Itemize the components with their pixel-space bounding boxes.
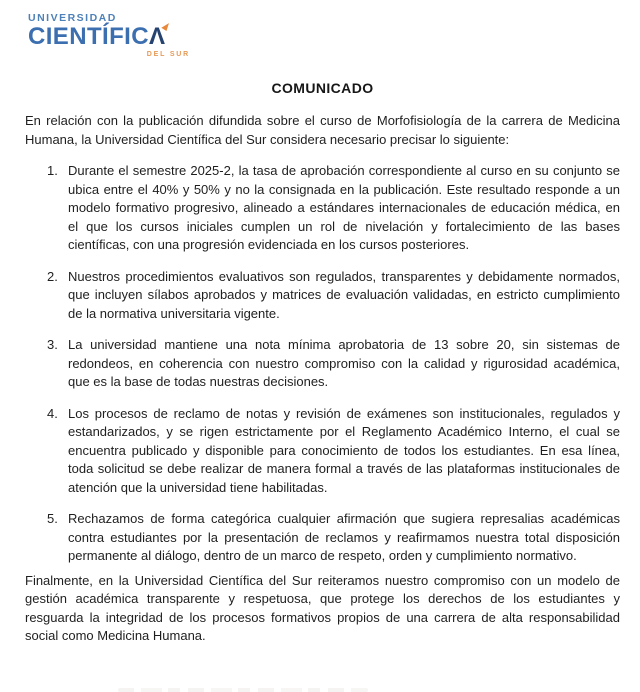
logo-cientifica-main: CIENTÍFIC [28,23,149,50]
cutoff-text-remnant [118,688,368,692]
logo-cientifica-text [28,24,190,50]
item-text: Los procesos de reclamo de notas y revisión de exámenes son institucionales, regulados y estandarizados, y se rigen estrictamente por el Reglamento Académico Interno, el cual se encuentra publicado y disponible para conocimiento de todos los estudiantes. En esa línea, toda solicitud se debe realizar de manera formal a través de las plataformas institucionales de atención que la universidad tiene habilitadas. [68,405,620,495]
list-item [25,510,620,566]
item-text: Rechazamos de forma categórica cualquier afirmación que sugiera represalias académicas contra estudiantes por la presentación de reclamos y reafirmamos nuestra total disposición permanente al diálogo, dentro de un marco de respeto, orden y cumplimiento normativo. [68,511,620,563]
logo-lambda-glyph [149,24,165,50]
page-title: COMUNICADO [271,80,374,96]
item-number: 1. [47,163,58,178]
list-item [25,336,620,392]
item-number: 4. [47,405,58,421]
list-item [25,405,620,498]
logo-universidad-text: UNIVERSIDAD [28,12,117,24]
item-text: Durante el semestre 2025-2, la tasa de aprobación correspondiente al curso en su conjunto se ubica entre el 40% y 50% y no la consignada en la publicación. Este resultado responde a un modelo formativo progresivo, alineado a estándares internacionales de educación médica, en el que los cursos iniciales cumplen un rol de nivelación y fortalecimiento de las bases científicas, con una progresión evidenciada en los cursos posteriores. [68,163,620,252]
list-item [25,162,620,255]
item-number: 3. [47,337,58,352]
item-text: La universidad mantiene una nota mínima aprobatoria de 13 sobre 20, sin sistemas de redondeos, en coherencia con nuestro compromiso con la calidad y rigurosidad académica, que es la base de todas nuestras decisiones. [68,337,620,389]
points-list [25,162,620,566]
document-body [0,72,640,646]
logo-del-sur-text: DEL SUR [146,51,190,58]
logo-lambda-letter: Λ [148,23,166,50]
intro-paragraph: En relación con la publicación difundida sobre el curso de Morfofisiología de la carrera de Medicina Humana, la Universidad Científica del Sur considera necesario precisar lo siguiente: [25,113,620,147]
item-number: 5. [47,511,58,526]
item-number: 2. [47,268,58,284]
university-logo [28,12,190,58]
closing-paragraph: Finalmente, en la Universidad Científica del Sur reiteramos nuestro compromiso con un modelo de gestión académica transparente y respetuosa, que protege los derechos de los estudiantes y resguarda la integridad de los procesos formativos propios de una carrera de alta responsabilidad social como Medicina Humana. [25,572,620,643]
list-item [25,268,620,324]
item-text: Nuestros procedimientos evaluativos son regulados, transparentes y debidamente normados, que incluyen sílabos aprobados y matrices de evaluación validadas, en estricto cumplimiento de la normativa universitaria vigente. [68,268,620,321]
